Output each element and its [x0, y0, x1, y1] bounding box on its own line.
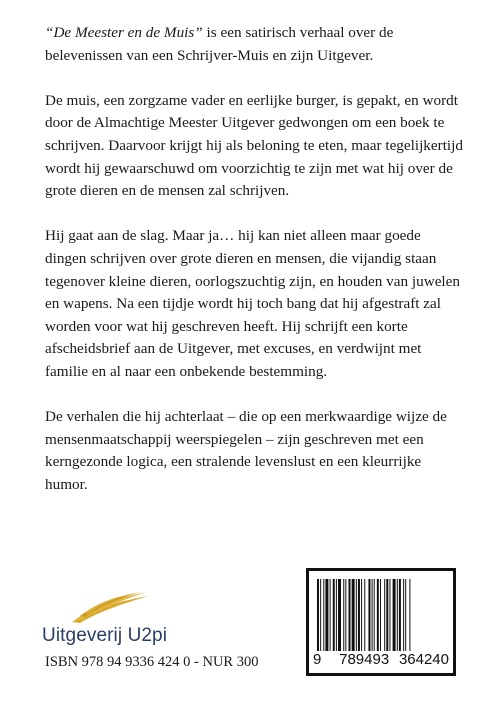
blurb-paragraph-2: De muis, een zorgzame vader en eerlijke burger, is gepakt, en wordt door de Almachtige Meester Uitgever gedwongen om een boek te schrijven. Daarvoor krijgt hij als beloning te eten, maar tegelijkertijd wordt hij gewaarschuwd om voorzichtig te zijn met wat hij over de grote dieren en de mensen zal schrijven. — [45, 91, 463, 200]
barcode-lead-digit: 9 — [313, 651, 322, 668]
barcode-bars — [317, 579, 445, 651]
barcode — [306, 568, 456, 676]
blurb-paragraph-4: De verhalen die hij achterlaat – die op een merkwaardige wijze de mensenmaatschappij weerspiegelen – zijn geschreven met een kerngezonde logica, een stralende levenslust en een kleurrijke humor. — [45, 408, 447, 493]
barcode-group-1: 789493 — [339, 651, 390, 668]
publisher-name: Uitgeverij U2pi — [42, 625, 168, 646]
golden-wings-icon — [70, 592, 150, 624]
blurb-paragraph-1 — [45, 22, 465, 67]
barcode-digits — [313, 651, 449, 668]
isbn-line: ISBN 978 94 9336 424 0 - NUR 300 — [45, 654, 259, 670]
book-title: “De Meester en de Muis” — [45, 24, 203, 41]
blurb-paragraph-3: Hij gaat aan de slag. Maar ja… hij kan niet alleen maar goede dingen schrijven over grote dieren en mensen, die vijandig staan tegenover kleine dieren, oorlogszuchtig zijn, en houden van juwelen en wapens. Na een tijdje wordt hij toch bang dat hij afgestraft zal worden voor wat hij geschreven heeft. Hij schrijft een korte afscheidsbrief aan de Uitgever, met excuses, en verdwijnt met familie en al naar een onbekende bestemming. — [45, 227, 460, 380]
barcode-group-2: 364240 — [398, 651, 449, 668]
blurb-text — [45, 22, 465, 519]
publisher-logo — [42, 592, 242, 652]
blurb-paragraph-1-rest: is een satirisch verhaal over de belevenissen van een Schrijver-Muis en zijn Uitgever. — [45, 24, 394, 64]
